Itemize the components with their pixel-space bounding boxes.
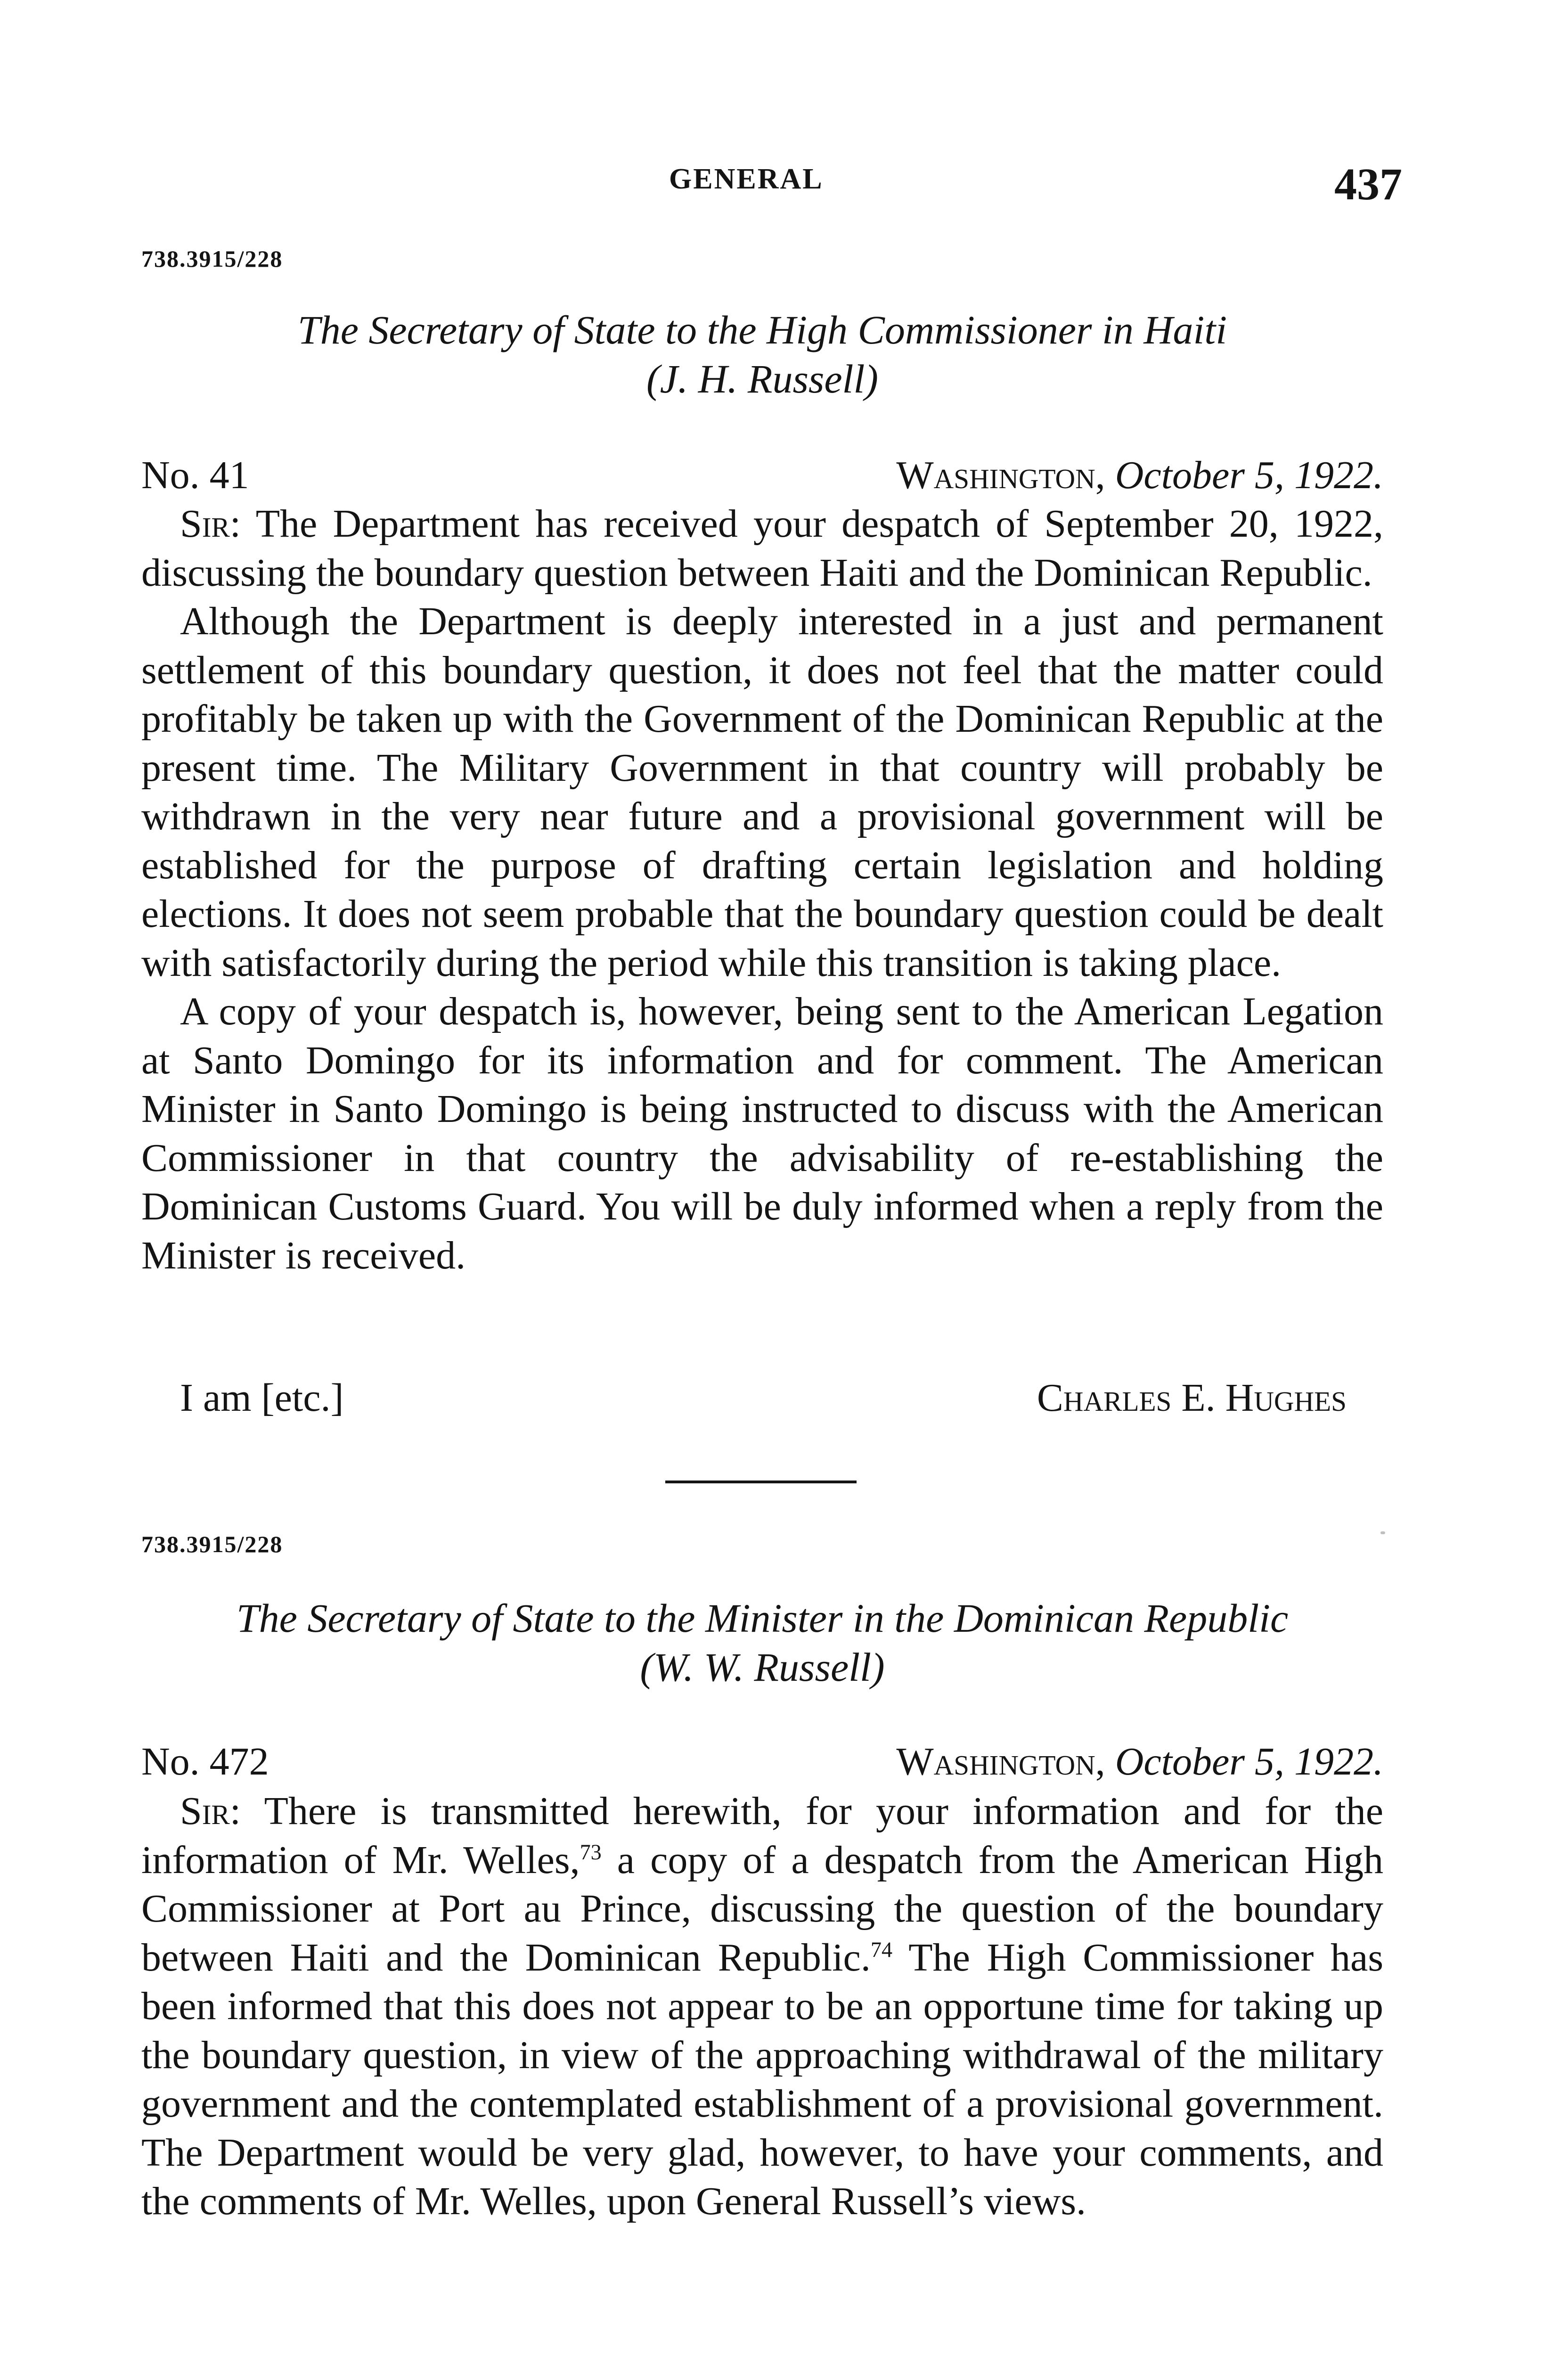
paragraph-text: There is transmitted herewith, for your information and for the information of Mr. Welles,	[141, 1789, 1383, 1882]
document-number: No. 472	[141, 1740, 269, 1783]
title-recipient: (W. W. Russell)	[640, 1644, 885, 1690]
letter-body	[141, 499, 1383, 1280]
salutation: Sir:	[180, 502, 241, 546]
document-title	[141, 1594, 1383, 1692]
title-recipient: (J. H. Russell)	[646, 356, 878, 401]
closing: I am [etc.]	[180, 1376, 344, 1420]
paragraph: Although the Department is deeply interested in a just and permanent settlement of this boundary question, it does not feel that the matter could profitably be taken up with the Government of the Dominican Republic at the present time. The Military Government in that country will probably be withdrawn in the very near future and a provisional government will be established for the purpose of drafting certain legislation and holding elections. It does not seem probable that the boundary question could be dealt with satisfactorily during the period while this transition is taking place.	[141, 599, 1383, 985]
document-number: No. 41	[141, 453, 249, 497]
place: Washington,	[896, 453, 1105, 497]
document-title	[141, 305, 1383, 403]
footnote-ref: 74	[870, 1937, 893, 1962]
place: Washington,	[896, 1740, 1105, 1783]
date: October 5, 1922.	[1115, 453, 1383, 497]
footnote-ref: 73	[580, 1840, 602, 1864]
title-line: The Secretary of State to the High Commissioner in Haiti	[297, 307, 1227, 352]
date: October 5, 1922.	[1115, 1740, 1383, 1783]
paragraph: A copy of your despatch is, however, being sent to the American Legation at Santo Domingo for its information and for comment. The American Minister in Santo Domingo is being instructed to discuss with the American Commissioner in that country the advisability of re-establishing the Dominican Customs Guard. You will be duly informed when a reply from the Minister is received.	[141, 990, 1383, 1277]
paragraph	[141, 499, 1383, 597]
paragraph-text: The Department has received your despatch of September 20, 1922, discussing the boundary question between Haiti and the Dominican Republic.	[141, 502, 1383, 595]
paragraph-text: a copy of a despatch from the American High Commissioner at Port au Prince, discussing the question of the boundary between Haiti and the Dominican Republic.	[141, 1838, 1383, 1980]
letter-body	[141, 1787, 1383, 2226]
dateline	[896, 1739, 1383, 1784]
signature: Charles E. Hughes	[1037, 1376, 1347, 1420]
file-number: 738.3915/228	[141, 245, 283, 272]
title-line: The Secretary of State to the Minister in the Dominican Republic	[236, 1595, 1289, 1641]
paragraph-text: The High Commissioner has been informed that this does not appear to be an opportune time for taking up the boundary question, in view of the approaching withdrawal of the military government and the contemplated establishment of a provisional government. The Department would be very glad, however, to have your comments, and the comments of Mr. Welles, upon General Russell’s views.	[141, 1935, 1384, 2223]
dateline	[896, 452, 1383, 498]
section-divider	[665, 1481, 857, 1483]
paragraph	[141, 1787, 1383, 2226]
salutation: Sir:	[180, 1789, 241, 1833]
page-number: 437	[1334, 159, 1402, 209]
print-speck	[1380, 1531, 1385, 1534]
file-number: 738.3915/228	[141, 1531, 283, 1557]
running-header: GENERAL	[669, 163, 824, 195]
